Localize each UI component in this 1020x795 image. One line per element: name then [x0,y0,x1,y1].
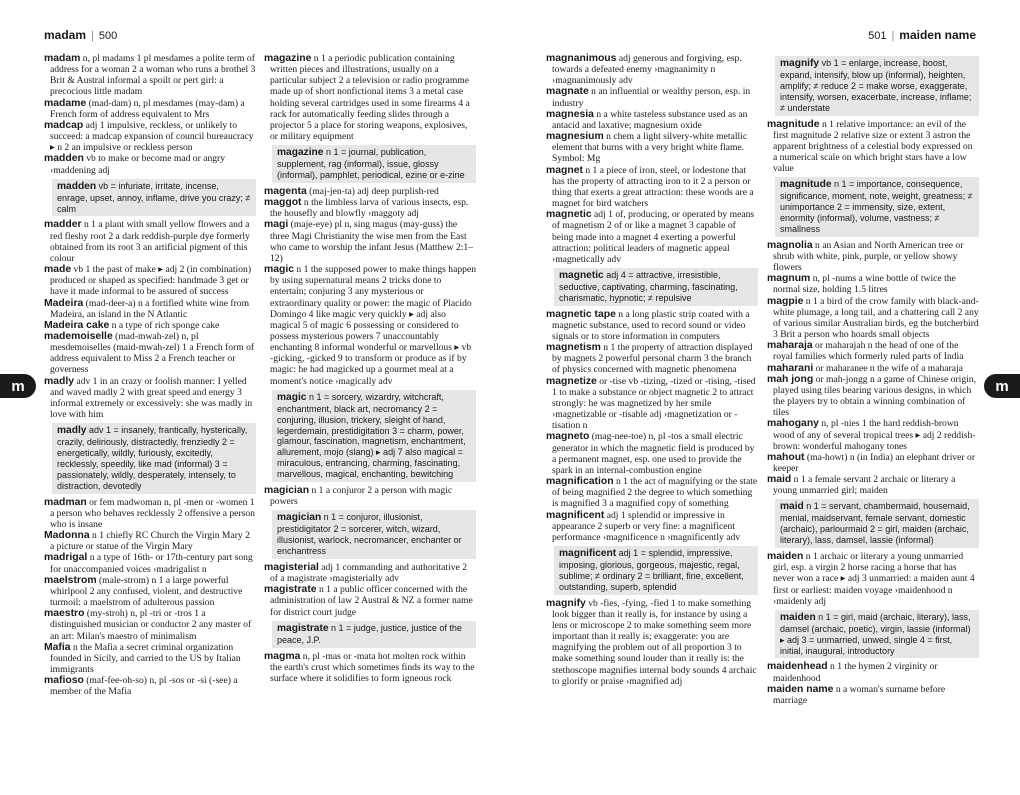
definition-text: (mag-nee-toe) n, pl -tos a small electric generator in which the magnetic field is produced by a permanent magnet, esp. one used to provide the spark in an internal-combustion engine [552,431,755,476]
headword: madden [44,153,84,165]
dictionary-entry [546,309,758,342]
definition-text: n 1 the property of attraction displayed by magnets 2 powerful personal charm 3 the branch of physics concerned with magnetic phenomena [552,342,753,376]
definition-text: n, pl -nums a wine bottle of twice the normal size, holding 1.5 litres [773,273,956,296]
headword: magneto [546,431,590,443]
dictionary-entry [264,584,476,617]
definition-text: vb to make or become mad or angry ›maddening adj [50,153,226,176]
definition-text: n a white tasteless substance used as an antacid and laxative; magnesium oxide [552,108,748,131]
thesaurus-box [272,390,476,482]
definition-text: (mad-mwah-zel) n, pl mesdemoiselles (maid-mwah-zel) 1 a French form of address equivalent to Miss 2 a French teacher or governess [50,331,255,376]
thumb-index-tab-right: m [984,374,1020,398]
headword: magazine [264,53,312,64]
dictionary-entry [264,53,476,142]
dictionary-column-4 [767,53,979,781]
dictionary-entry [767,551,979,607]
definition-text: adv 1 = insanely, frantically, hysterically, crazily, deliriously, distractedly, frenziedly 2 = energetically, wildly, furiously, excitedly, recklessly, speedily, like mad (informal) 3 = passionately, wildly, desperately, intensely, to distraction, devotedly [57,425,248,491]
headword: maharani [767,362,814,374]
definition-text: (maf-fee-oh-so) n, pl -sos or -si (-see) a member of the Mafia [50,675,238,698]
definition-text: n 1 a piece of iron, steel, or lodestone that has the property of attracting iron to it 2 a person or thing that exerts a great attraction: these woods are a magnet for bird watchers [552,164,754,210]
headword: magi [264,219,289,231]
definition-text: n 1 a female servant 2 archaic or literary a young unmarried girl; maiden [773,474,956,497]
headword: Madonna [44,530,90,542]
dictionary-entry [546,53,758,86]
definition-text: n 1 a periodic publication containing written pieces and illustrations, usually on a particular subject 2 a television or radio programme made up of short nonfictional items 3 a metal case holding several cartridges used in some firearms 4 a rack for automatically feeding slides through a projector 5 a place for storing weapons, explosives, or military equipment [270,53,470,143]
dictionary-entry [767,474,979,496]
headword: madrigal [44,552,88,564]
definition-text: vb 1 the past of make ▸ adj 2 (in combination) produced or shaped as specified: handmade 3 get or have it made informal to be assured of success [50,264,252,298]
definition-text: n 1 = sorcery, wizardry, witchcraft, enchantment, black art, necromancy 2 = conjuring, illusion, trickery, sleight of hand, legerdemain, prestidigitation 3 = charm, power, glamour, fascination, magnetism, enchantment, allurement, mojo (slang) ▸ adj 7 also magical = miraculous, entrancing, charming, fascinating, marvellous, magical, enchanting, bewitching [277,391,466,480]
definition-text: or fem madwoman n, pl -men or -women 1 a person who behaves recklessly 2 offensive a person who is insane [50,496,255,530]
dictionary-entry [44,530,256,552]
dictionary-entry [767,240,979,273]
definition-text: n 1 a plant with small yellow flowers and a red fleshy root 2 a dark reddish-purple dye formerly obtained from its root 3 an artificial pigment of this colour [50,219,250,264]
definition-text: (ma-howt) n (in India) an elephant driver or keeper [773,451,976,474]
thesaurus-headword: magnificent [559,547,617,559]
dictionary-entry [44,497,256,530]
headword: magnetic [546,209,592,221]
dictionary-entry [44,120,256,153]
headword: magnolia [767,239,813,251]
headword: magnesia [546,108,594,120]
dictionary-entry [264,651,476,684]
headword: madam [44,53,81,64]
definition-text: or maharanee n the wife of a maharaja [813,362,963,374]
dictionary-entry [44,552,256,574]
thesaurus-headword: maiden [780,611,816,623]
headword: mafioso [44,675,84,687]
definition-text: n 1 = conjuror, illusionist, prestidigitator 2 = sorcerer, witch, wizard, illusionist, warlock, necromancer, enchanter or enchantress [277,512,462,557]
headword: madcap [44,119,84,131]
definition-text: adj 1 splendid or impressive in appearance 2 superb or very fine: a magnificent performance ›magnificence n ›magnificently adv [552,509,741,543]
headword: Mafia [44,641,71,653]
definition-text: n 1 = importance, consequence, significance, moment, note, weight, greatness; ≠ unimportance 2 = immensity, size, extent, enormity (informal), volume, vastness; ≠ smallness [780,179,973,234]
headword: maiden name [767,683,834,695]
definition-text: n, pl -mas or -mata hot molten rock within the earth's crust which sometimes finds its way to the surface where it solidifies to form igneous rock [270,650,475,684]
dictionary-entry [767,296,979,341]
dictionary-entry [264,485,476,507]
definition-text: adv 1 in an crazy or foolish manner: I yelled and waved madly 2 with great speed and energy 3 informal extremely or excessively: she was madly in love with him [50,375,253,421]
dictionary-entry [546,342,758,375]
definition-text: n 1 the act of magnifying or the state of being magnified 2 the degree to which something is magnified 3 a magnified copy of something [552,476,758,510]
dictionary-entry [767,374,979,419]
definition-text: adj 1 impulsive, reckless, or unlikely to succeed: a madcap expansion of council bureaucracy ▸ n 2 an impulsive or reckless person [50,119,254,154]
definition-text: n 1 archaic or literary a young unmarried girl, esp. a virgin 2 horse racing a horse that has never won a race ▸ adj 3 unmarried: a maiden aunt 4 first or earliest: maiden voyage ›maidenhood n ›maidenly adj [773,551,975,607]
header-separator: | [91,30,94,42]
definition-text: n 1 = journal, publication, supplement, rag (informal), issue, glossy (informal), pamphlet, periodical, ezine or e-zine [277,147,465,181]
definition-text: adj 4 = attractive, irresistible, seductive, captivating, charming, fascinating, charismatic, hypnotic; ≠ repulsive [559,269,738,303]
thesaurus-box [272,145,476,183]
definition-text: (male-strom) n 1 a large powerful whirlpool 2 any confused, violent, and destructive turmoil: a maelstrom of adulterous passion [50,574,243,609]
headword: made [44,264,72,276]
definition-text: n the limbless larva of various insects, esp. the housefly and blowfly ›maggoty adj [270,197,469,220]
thesaurus-box [775,177,979,237]
thesaurus-box [272,510,476,559]
dictionary-entry [767,418,979,451]
dictionary-entry [546,165,758,210]
headword: magnanimous [546,53,617,64]
dictionary-entry [44,264,256,297]
headword: magpie [767,295,804,307]
definition-text: or maharajah n the head of one of the royal families which formerly ruled parts of India [773,340,964,363]
dictionary-entry [767,452,979,474]
thumb-index-tab-left: m [0,374,36,398]
headword: magnet [546,164,583,176]
thesaurus-box [52,179,256,217]
thesaurus-box [775,610,979,659]
page-number-left: 500 [98,30,118,42]
dictionary-entry [44,298,256,320]
guide-word-left: madam [44,28,87,42]
definition-text: n chem a light silvery-white metallic element that burns with a very bright white flame. Symbol: Mg [552,131,748,165]
definition-text: vb 1 = enlarge, increase, boost, expand, intensify, blow up (informal), heighten, amplify; ≠ reduce 2 = make worse, exaggerate, intensify, worsen, exacerbate, increase, inflame; ≠ understate [780,58,972,113]
thesaurus-headword: magistrate [277,622,329,634]
definition-text: n 1 a public officer concerned with the administration of law 2 Austral & NZ a former name for district court judge [270,584,473,618]
headword: maggot [264,197,302,209]
header-separator: | [891,30,895,42]
dictionary-entry [546,510,758,543]
dictionary-entry [767,119,979,175]
headword: maelstrom [44,574,97,586]
dictionary-entry [767,684,979,706]
headword: madame [44,97,87,109]
definition-text: n an influential or wealthy person, esp. in industry [552,86,751,109]
thesaurus-box [554,546,758,595]
definition-text: n, pl madams 1 pl mesdames a polite term of address for a woman 2 a woman who runs a brothel 3 Brit & Austral informal a spoilt or pert girl: a precocious little madam [50,53,256,98]
headword: magnum [767,273,811,285]
definition-text: n 1 chiefly RC Church the Virgin Mary 2 a picture or statue of the Virgin Mary [50,530,250,553]
dictionary-entry [44,320,256,331]
headword: mahout [767,451,805,463]
dictionary-entry [546,598,758,687]
dictionary-entry [264,186,476,197]
thesaurus-headword: madden [57,180,97,192]
dictionary-entry [546,109,758,131]
definition-text: vb = infuriate, irritate, incense, enrage, upset, annoy, inflame, drive you crazy; ≠ calm [57,180,251,214]
dictionary-column-3 [546,53,758,781]
definition-text: adj 1 commanding and authoritative 2 of a magistrate ›magisterially adv [270,561,468,585]
headword: mahogany [767,418,819,430]
dictionary-entry [264,264,476,387]
headword: maidenhead [767,661,828,673]
headword: magnification [546,476,614,488]
dictionary-entry [44,331,256,376]
dictionary-entry [546,476,758,509]
dictionary-entry [546,376,758,432]
dictionary-entry [767,273,979,295]
definition-text: n 1 a conjuror 2 a person with magic powers [270,485,453,508]
headword: magnetism [546,342,601,354]
thesaurus-box [775,499,979,548]
thesaurus-headword: magic [277,391,307,403]
thesaurus-headword: madly [57,425,87,437]
dictionary-entry [44,153,256,175]
definition-text: n a woman's surname before marriage [773,683,946,706]
dictionary-entry [264,197,476,219]
headword: madly [44,375,75,387]
headword: magnificent [546,509,605,521]
thesaurus-headword: magnetic [559,269,604,281]
definition-text: n 1 relative importance: an evil of the first magnitude 2 relative size or extent 3 astron the apparent brightness of a celestial body expressed on a numerical scale on which bright stars have a low value [773,118,973,175]
dictionary-entry [264,562,476,584]
definition-text: n a type of 16th- or 17th-century part song for unaccompanied voices ›madrigalist n [50,552,253,575]
dictionary-entry [44,53,256,98]
headword: maid [767,474,792,486]
headword: magistrate [264,584,317,596]
headword: madman [44,496,87,508]
dictionary-entry [44,376,256,421]
dictionary-entry [546,131,758,164]
dictionary-entry [44,642,256,675]
thesaurus-headword: magazine [277,147,324,159]
dictionary-entry [44,675,256,697]
headword: magenta [264,185,307,197]
definition-text: adj 1 = splendid, impressive, imposing, glorious, gorgeous, majestic, regal, sublime; ≠ ordinary 2 = brilliant, fine, excellent, outstanding, superb, splendid [559,547,744,592]
thesaurus-headword: magician [277,512,322,524]
thesaurus-box [272,621,476,648]
definition-text: (mad-deer-a) n a fortified white wine from Madeira, an island in the N Atlantic [50,297,250,320]
dictionary-entry [44,575,256,608]
page-header-right [868,28,976,42]
definition-text: (mad-dam) n, pl mesdames (may-dam) a French form of address equivalent to Mrs [50,97,245,120]
headword: magisterial [264,561,319,573]
dictionary-entry [767,340,979,362]
thesaurus-box [775,56,979,116]
dictionary-entry [767,363,979,374]
headword: Madeira [44,297,84,309]
page-header-left [44,28,117,42]
headword: magnetize [546,375,597,387]
dictionary-entry [546,86,758,108]
headword: maestro [44,608,85,620]
definition-text: n, pl -nies 1 the hard reddish-brown wood of any of several tropical trees ▸ adj 2 reddish-brown: wonderful mahogany tones [773,418,976,452]
headword: mah jong [767,373,814,385]
definition-text: n 1 = judge, justice, justice of the peace, J.P. [277,622,462,645]
headword: magnitude [767,118,820,130]
definition-text: n a type of rich sponge cake [109,319,220,331]
headword: magma [264,650,301,662]
thesaurus-box [52,423,256,493]
definition-text: (my-stroh) n, pl -tri or -tros 1 a distinguished musician or conductor 2 any master of an art: Milan's maestro of minimalism [50,608,252,642]
definition-text: adj 1 of, producing, or operated by means of magnetism 2 of or like a magnet 3 capable of being made into a magnet 4 exerting a powerful attraction: political leaders of magnetic appeal ›magnetically adv [552,209,755,265]
headword: mademoiselle [44,331,113,342]
dictionary-entry [44,608,256,641]
definition-text: n 1 a bird of the crow family with black-and-white plumage, a long tail, and a chattering call 2 any of various similar Australian birds, eg the butcherbird 3 Brit a person who hoards small objects [773,295,979,341]
headword: magic [264,264,295,276]
thesaurus-box [554,268,758,306]
definition-text: n a long plastic strip coated with a magnetic substance, used to record sound or video signals or to store information in computers [552,308,750,342]
definition-text: (maj-jen-ta) adj deep purplish-red [306,185,439,197]
thesaurus-headword: maid [780,501,804,513]
dictionary-entry [767,661,979,683]
definition-text: n 1 the hymen 2 virginity or maidenhood [773,661,938,684]
dictionary-entry [264,219,476,264]
definition-text: n 1 the supposed power to make things happen by using supernatural means 2 tricks done to entertain; conjuring 3 any mysterious or extraordinary quality or power: the magic of Placido Domingo 4 like magic very quickly ▸ adj also magical 5 of magic 6 possessing or considered to possess mysterious powers 7 unaccountably enchanting 8 informal wonderful or marvellous ▸ vb -gicking, -gicked 9 to transform or produce as if by magic: he had magicked up a gourmet meal at a moment's notice ›magically adv [270,264,476,387]
headword: madder [44,219,82,231]
headword: maharaja [767,340,813,352]
definition-text: n an Asian and North American tree or shrub with white, pink, purple, or yellow showy flowers [773,239,964,274]
dictionary-column-2 [264,53,476,781]
definition-text: or -tise vb -tizing, -tized or -tising, -tised 1 to make a substance or object magnetic 2 to attract strongly: he was magnetized by her smile ›magnetizable or -tisable adj ›magnetization or -tisation n [552,375,756,432]
headword: magician [264,485,310,497]
thesaurus-headword: magnify [780,58,820,69]
headword: maiden [767,551,804,563]
headword: magnetic tape [546,308,616,320]
definition-text: n the Mafia a secret criminal organization founded in Sicily, and carried to the US by Italian immigrants [50,641,241,676]
definition-text: vb -fies, -fying, -fied 1 to make something look bigger than it really is, for instance by using a lens or microscope 2 to make something seem more important than it really is; exaggerate: you are magnifying the problem out of all proportion 3 to make something sound louder than it really is: the stethoscope magnifies internal body sounds 4 archaic to glorify or praise ›magnified adj [552,597,757,687]
dictionary-entry [44,98,256,120]
definition-text: (maje-eye) pl n, sing magus (may-guss) the three Magi Christianity the wise men from the East who came to worship the infant Jesus (Matthew 2:1–12) [270,219,474,264]
definition-text: n 1 = girl, maid (archaic, literary), lass, damsel (archaic, poetic), virgin, lassie (informal) ▸ adj 3 = unmarried, unwed, single 4 = first, initial, inaugural, introductory [780,611,971,656]
definition-text: adj generous and forgiving, esp. towards a defeated enemy ›magnanimity n ›magnanimously adv [552,53,742,87]
headword: Madeira cake [44,319,110,331]
headword: magnesium [546,131,604,143]
dictionary-entry [546,431,758,476]
page-number-right: 501 [868,30,887,42]
headword: magnate [546,86,589,98]
dictionary-entry [44,219,256,264]
headword: magnify [546,597,586,609]
thesaurus-headword: magnitude [780,179,832,191]
guide-word-right: maiden name [899,28,976,42]
dictionary-entry [546,209,758,265]
definition-text: n 1 = servant, chambermaid, housemaid, menial, maidservant, female servant, domestic (archaic), parlourmaid 2 = girl, maiden (archaic, literary), lass, damsel, lassie (informal) [780,501,970,546]
dictionary-column-1 [44,53,256,781]
definition-text: or mah-jongg n a game of Chinese origin, played using tiles bearing various designs, in which the players try to obtain a winning combination of tiles [773,373,976,419]
